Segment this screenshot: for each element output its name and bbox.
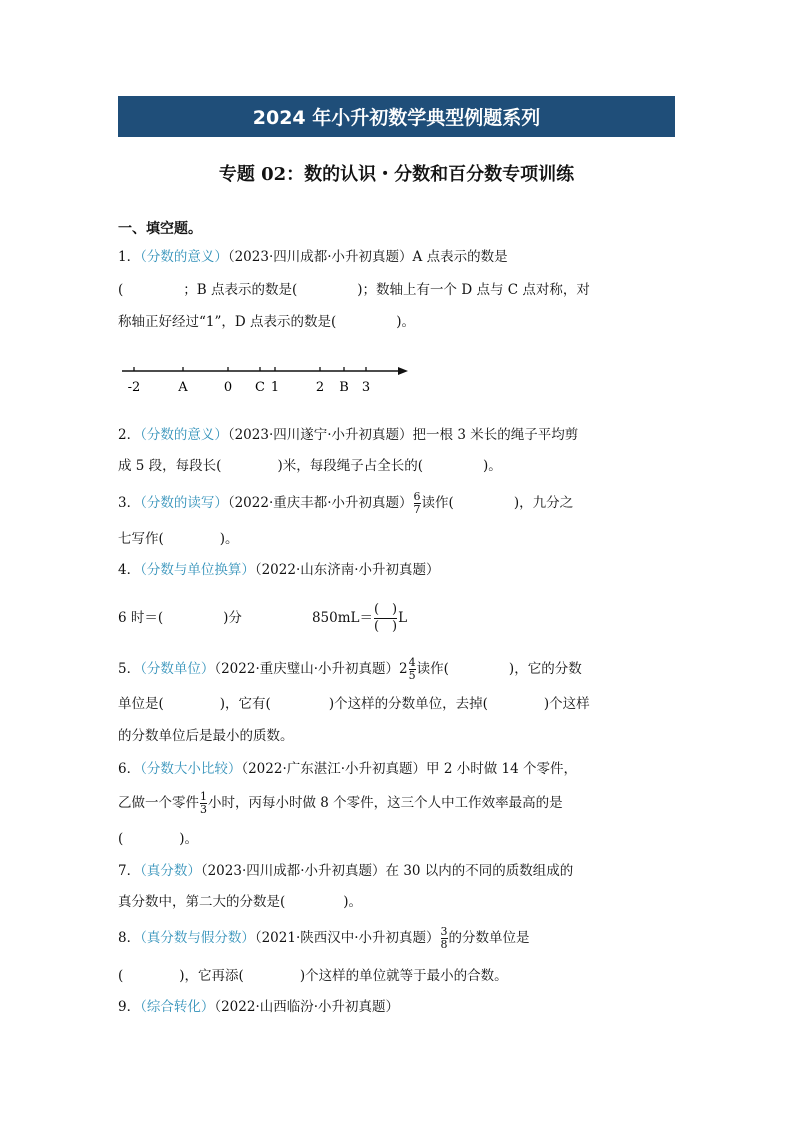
q4-number: 4．: [118, 562, 141, 578]
q9-number: 9．: [118, 999, 141, 1015]
q5-frac-den: 5: [408, 669, 416, 682]
number-line-labels: [128, 380, 370, 395]
question-1-line-1: [118, 247, 508, 267]
q6-text-3b: )。: [179, 831, 199, 847]
q7-text: 在 30 以内的不同的质数组成的: [385, 863, 574, 879]
q4-frac-den[interactable]: ( ): [373, 619, 398, 634]
number-line-label: -2: [127, 380, 141, 395]
q3-source: （2022·重庆丰都·小升初真题）: [227, 495, 413, 511]
question-2-line-1: [118, 425, 578, 445]
q8-text-2b: )，它再添(: [179, 968, 244, 984]
number-line-arrow-icon: [398, 367, 408, 375]
q9-source: （2022·山西临汾·小升初真题）: [214, 999, 400, 1015]
q6-tag: （分数大小比较）: [140, 761, 242, 777]
question-2-line-2: [118, 456, 502, 476]
q7-number: 7．: [118, 863, 141, 879]
q4-fraction: [374, 602, 397, 635]
question-9-line-1: [118, 997, 399, 1017]
q6-text: 甲 2 小时做 14 个零件，: [426, 761, 577, 777]
q6-number: 6．: [118, 761, 141, 777]
banner-title: 2024 年小升初数学典型例题系列: [252, 107, 541, 129]
q6-frac-num: 1: [200, 790, 207, 803]
q8-frac-den: 8: [440, 938, 448, 951]
q5-whole: 2: [399, 661, 408, 677]
q5-source: （2022·重庆璧山·小升初真题）: [214, 661, 400, 677]
q3-tag: （分数的读写）: [140, 495, 228, 511]
q8-tag: （真分数与假分数）: [140, 930, 255, 946]
question-5-line-1: [118, 656, 582, 682]
q6-fraction: [200, 791, 207, 816]
q4-frac-num[interactable]: ( ): [373, 602, 398, 617]
q2-tag: （分数的意义）: [140, 427, 228, 443]
q2-text-2a: 成 5 段，每段长(: [118, 458, 222, 474]
number-line-label: B: [339, 380, 349, 395]
q6-frac-den: 3: [200, 803, 207, 816]
q1-text: A 点表示的数是: [412, 249, 508, 265]
question-7-line-1: [118, 861, 573, 881]
q4-text-a2: )分: [223, 610, 242, 626]
question-4-line-2: [118, 598, 407, 638]
q7-text-2a: 真分数中，第二大的分数是(: [118, 894, 286, 910]
q7-text-2b: )。: [343, 894, 363, 910]
document-subtitle: 专题 02：数的认识・分数和百分数专项训练: [218, 164, 575, 185]
q3-number: 3．: [118, 495, 141, 511]
q7-tag: （真分数）: [140, 863, 201, 879]
q5-text-2c: )个这样的分数单位，去掉(: [328, 696, 488, 712]
q1-number: 1．: [118, 249, 141, 265]
question-7-line-2: [118, 892, 362, 912]
document-banner: [118, 96, 675, 137]
number-line-label: 2: [315, 380, 325, 395]
q1-text-2: ；B 点表示的数是(: [183, 282, 298, 298]
q1-text-3: 称轴正好经过“1”，D 点表示的数是(: [118, 314, 337, 330]
q6-text-3a: (: [118, 831, 124, 847]
number-line: [118, 358, 418, 400]
question-3-line-2: [118, 529, 239, 549]
q8-number: 8．: [118, 930, 141, 946]
q1-text-2b: )；数轴上有一个 D 点与 C 点对称，对: [357, 282, 590, 298]
question-6-line-2: [118, 790, 563, 816]
q3-text: 读作(: [421, 495, 454, 511]
q1-text-3b: )。: [396, 314, 416, 330]
question-5-line-3: [118, 726, 294, 746]
q9-tag: （综合转化）: [140, 999, 215, 1015]
q5-frac-num: 4: [408, 656, 416, 669]
question-4-line-1: [118, 560, 440, 580]
question-6-line-1: [118, 759, 577, 779]
q8-source: （2021·陕西汉中·小升初真题）: [254, 930, 440, 946]
q8-text-2a: (: [118, 968, 124, 984]
q1-tag: （分数的意义）: [140, 249, 228, 265]
question-5-line-2: [118, 694, 590, 714]
q3-fraction: [414, 491, 421, 516]
q3-text-b: )，九分之: [513, 495, 574, 511]
q6-source: （2022·广东湛江·小升初真题）: [241, 761, 427, 777]
number-line-label: 3: [361, 380, 371, 395]
q2-number: 2．: [118, 427, 141, 443]
q5-fraction: [409, 657, 416, 682]
q3-text-2b: )。: [219, 531, 239, 547]
q5-text-2a: 单位是(: [118, 696, 164, 712]
question-6-line-3: [118, 829, 198, 849]
q1-open-paren: (: [118, 282, 124, 298]
q4-tag: （分数与单位换算）: [140, 562, 255, 578]
q2-text-2c: )。: [483, 458, 502, 474]
number-line-label: 0: [223, 380, 233, 395]
q5-text-3: 的分数单位后是最小的质数。: [118, 728, 294, 744]
q5-number: 5．: [118, 661, 141, 677]
q6-text-2b: 小时，丙每小时做 8 个零件，这三个人中工作效率最高的是: [208, 795, 563, 811]
q2-source: （2023·四川遂宁·小升初真题）: [227, 427, 413, 443]
q1-source: （2023·四川成都·小升初真题）: [227, 249, 413, 265]
q5-text-2d: )个这样: [543, 696, 590, 712]
question-8-line-2: [118, 966, 508, 986]
q4-text-b2: L: [398, 610, 408, 626]
q3-text-2a: 七写作(: [118, 531, 164, 547]
q5-tag: （分数单位）: [140, 661, 215, 677]
q2-text: 把一根 3 米长的绳子平均剪: [412, 427, 579, 443]
q8-fraction: [441, 926, 448, 951]
q3-frac-num: 6: [413, 490, 421, 503]
question-8-line-1: [118, 925, 530, 951]
question-3-line-1: [118, 490, 573, 516]
number-line-label: A: [178, 380, 188, 395]
q8-text: 的分数单位是: [448, 930, 530, 946]
number-line-label: C: [255, 380, 265, 395]
section-title: 一、填空题。: [118, 221, 202, 237]
question-1-line-3: [118, 312, 415, 332]
number-line-label: 1: [270, 380, 280, 395]
q4-text-a1: 6 时＝(: [118, 610, 164, 626]
q2-text-2b: )米，每段绳子占全长的(: [277, 458, 423, 474]
q4-text-b1: 850mL＝: [311, 610, 373, 626]
q5-text-b: )，它的分数: [508, 661, 582, 677]
q8-frac-num: 3: [440, 925, 448, 938]
question-1-line-2: [118, 280, 590, 300]
q6-text-2a: 乙做一个零件: [118, 795, 199, 811]
q5-text: 读作(: [416, 661, 449, 677]
q5-text-2b: )，它有(: [219, 696, 271, 712]
q8-text-2c: )个这样的单位就等于最小的合数。: [299, 968, 508, 984]
q7-source: （2023·四川成都·小升初真题）: [200, 863, 386, 879]
q3-frac-den: 7: [413, 503, 421, 516]
q4-source: （2022·山东济南·小升初真题）: [254, 562, 440, 578]
